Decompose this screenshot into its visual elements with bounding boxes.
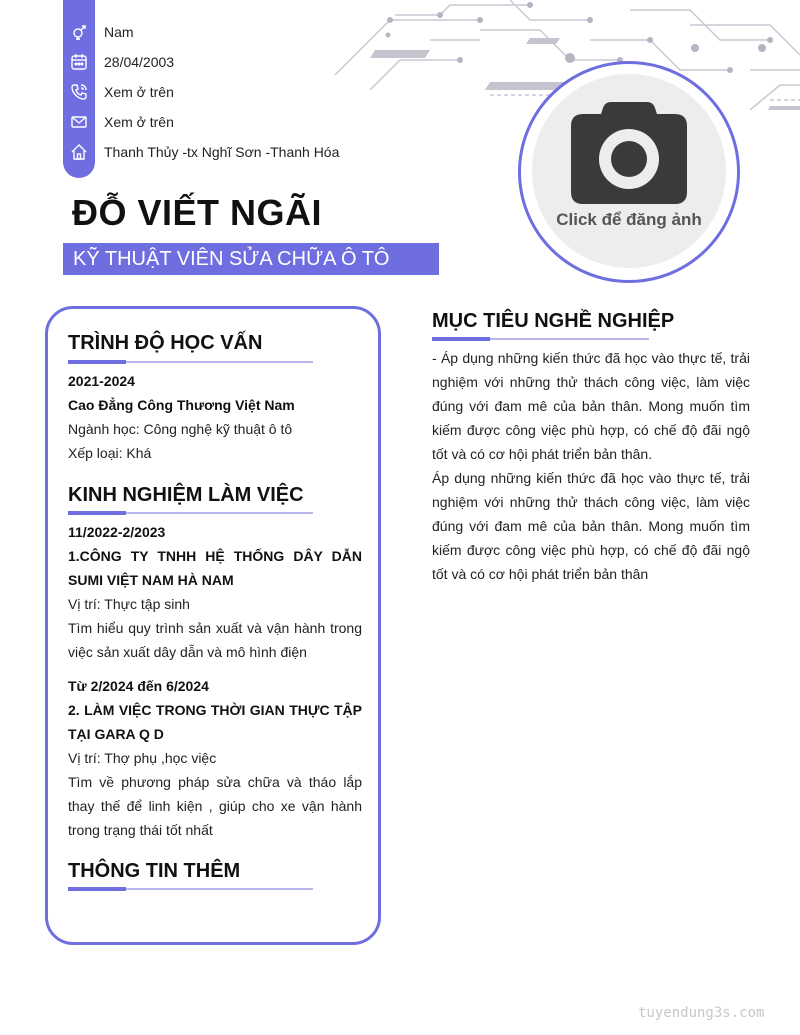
job1-company-line2: SUMI VIỆT NAM HÀ NAM: [68, 572, 234, 588]
experience-title: KINH NGHIỆM LÀM VIỆC: [68, 484, 304, 506]
objective-line: tốt và có cơ hội phát triển bản thân: [432, 566, 649, 582]
address-text: Thanh Thủy -tx Nghĩ Sơn -Thanh Hóa: [104, 144, 340, 160]
education-title: TRÌNH ĐỘ HỌC VẤN: [68, 332, 263, 354]
job2-desc-line3: trong trạng thái tốt nhất: [68, 822, 213, 838]
contact-birthdate: [68, 50, 175, 74]
contact-phone: [68, 80, 174, 104]
objective-line: nghiệm với những thử thách công việc, làm việc: [432, 494, 750, 510]
gender-icon: [68, 21, 90, 43]
job1-desc-line1: Tìm hiểu quy trình sản xuất và vận hành trong: [68, 620, 362, 636]
job2-period: Từ 2/2024 đến 6/2024: [68, 678, 209, 694]
extra-info-divider: [68, 888, 313, 890]
watermark: tuyendung3s.com: [638, 1005, 765, 1021]
job2-desc-line1: Tìm về phương pháp sửa chữa và tháo lắp: [68, 774, 362, 790]
objective-divider: [432, 338, 649, 340]
calendar-icon: [68, 51, 90, 73]
objective-title: MỤC TIÊU NGHỀ NGHIỆP: [432, 310, 675, 332]
phone-icon: [68, 81, 90, 103]
job1-position: Vị trí: Thực tập sinh: [68, 596, 190, 612]
objective-line: đúng với đam mê của bản thân. Mong muốn tìm: [432, 518, 750, 534]
objective-line: kiếm được công việc phù hợp, có chế độ đãi ngộ: [432, 422, 750, 438]
job2-desc-line2: thay thế để linh kiện , giúp cho xe vận hành: [68, 798, 362, 814]
objective-line: kiếm được công việc phù hợp, có chế độ đãi ngộ: [432, 542, 750, 558]
job1-period: 11/2022-2/2023: [68, 524, 166, 540]
extra-info-title: THÔNG TIN THÊM: [68, 860, 241, 882]
contact-email: [68, 110, 174, 134]
gender-text: Nam: [104, 24, 134, 40]
job1-desc-line2: việc sản xuất dây dẫn và mô hình điện: [68, 644, 307, 660]
contact-gender: [68, 20, 134, 44]
email-text: Xem ở trên: [104, 114, 174, 130]
education-grade: Xếp loại: Khá: [68, 445, 152, 461]
experience-divider: [68, 512, 313, 514]
job2-company-line2: TẠI GARA Q D: [68, 726, 164, 742]
camera-icon: [569, 102, 689, 206]
candidate-name: ĐỖ VIẾT NGÃI: [72, 192, 323, 233]
job2-company-line1: 2. LÀM VIỆC TRONG THỜI GIAN THỰC TẬP: [68, 702, 362, 718]
job-title: KỸ THUẬT VIÊN SỬA CHỮA Ô TÔ: [73, 248, 390, 270]
education-period: 2021-2024: [68, 373, 135, 389]
objective-line: - Áp dụng những kiến thức đã học vào thực tế, trải: [432, 350, 750, 366]
objective-line: tốt và có cơ hội phát triển bản thân.: [432, 446, 653, 462]
phone-text: Xem ở trên: [104, 84, 174, 100]
home-icon: [68, 141, 90, 163]
education-school: Cao Đẳng Công Thương Việt Nam: [68, 397, 295, 413]
objective-line: đúng với đam mê của bản thân. Mong muốn tìm: [432, 398, 750, 414]
job2-position: Vị trí: Thợ phụ ,học việc: [68, 750, 217, 766]
job1-company-line1: 1.CÔNG TY TNHH HỆ THỐNG DÂY DẪN: [68, 548, 362, 564]
mail-icon: [68, 111, 90, 133]
education-divider: [68, 361, 313, 363]
education-major: Ngành học: Công nghệ kỹ thuật ô tô: [68, 421, 293, 437]
job-title-banner: [63, 243, 439, 275]
contact-address: [68, 140, 340, 164]
birthdate-text: 28/04/2003: [104, 54, 175, 70]
objective-line: nghiệm với những thử thách công việc, làm việc: [432, 374, 750, 390]
photo-caption[interactable]: Click để đăng ảnh: [556, 210, 702, 229]
objective-line: Áp dụng những kiến thức đã học vào thực tế, trải: [432, 470, 750, 486]
